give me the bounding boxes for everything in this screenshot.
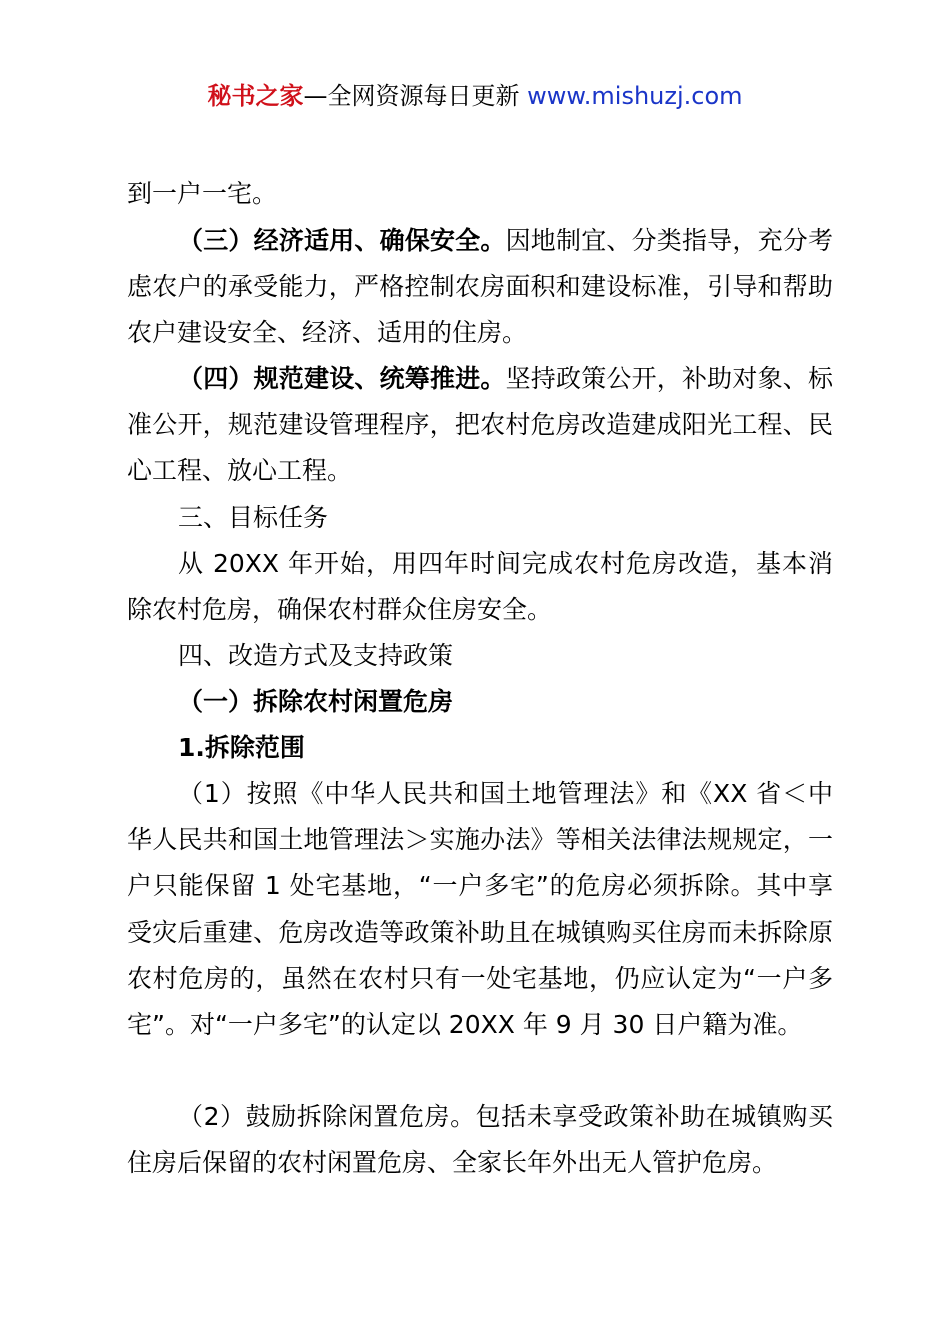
brand-name: 秘书之家 [207, 82, 304, 110]
header-url[interactable]: www.mishuzj.com [527, 82, 743, 110]
header-tagline: —全网资源每日更新 [303, 82, 520, 110]
paragraph-item-1: （1）按照《中华人民共和国土地管理法》和《XX 省＜中华人民共和国土地管理法＞实施办法》等相关法律法规规定，一户只能保留 1 处宅基地，“一户多宅”的危房必须拆除。其中享受灾后重建、危房改造等政策补助且在城镇购买住房而未拆除原农村危房的，虽然在农村只有一处宅基地，仍应认定为“一户多宅”。对“一户多宅”的认定以 20XX 年 9 月 30 日户籍为准。 [127, 779, 833, 1040]
paragraph-principle-3 [127, 218, 833, 357]
paragraph-goals: 从 20XX 年开始，用四年时间完成农村危房改造，基本消除农村危房，确保农村群众住房安全。 [127, 549, 833, 625]
section-heading-goals: 三、目标任务 [178, 503, 329, 532]
item-heading [127, 725, 833, 771]
subsection-heading-text: （一）拆除农村闲置危房 [178, 687, 454, 716]
paragraph-lead: （四）规范建设、统筹推进。 [178, 364, 506, 393]
page-header [0, 80, 950, 112]
subsection-heading [127, 679, 833, 725]
paragraph-continuation: 到一户一宅。 [127, 179, 278, 208]
paragraph-body: 坚持政策公开，补助对象、标准公开，规范建设管理程序，把农村危房改造建成阳光工程、民心工程、放心工程。 [127, 364, 833, 486]
paragraph-lead: （三）经济适用、确保安全。 [178, 226, 506, 255]
paragraph-item-2: （2）鼓励拆除闲置危房。包括未享受政策补助在城镇购买住房后保留的农村闲置危房、全家长年外出无人管护危房。 [127, 1102, 833, 1178]
paragraph-body: 因地制宜、分类指导，充分考虑农户的承受能力，严格控制农房面积和建设标准，引导和帮助农户建设安全、经济、适用的住房。 [127, 226, 833, 348]
section-heading-methods: 四、改造方式及支持政策 [178, 641, 454, 670]
item-heading-text: 1.拆除范围 [178, 733, 305, 762]
paragraph-principle-4 [127, 356, 833, 495]
